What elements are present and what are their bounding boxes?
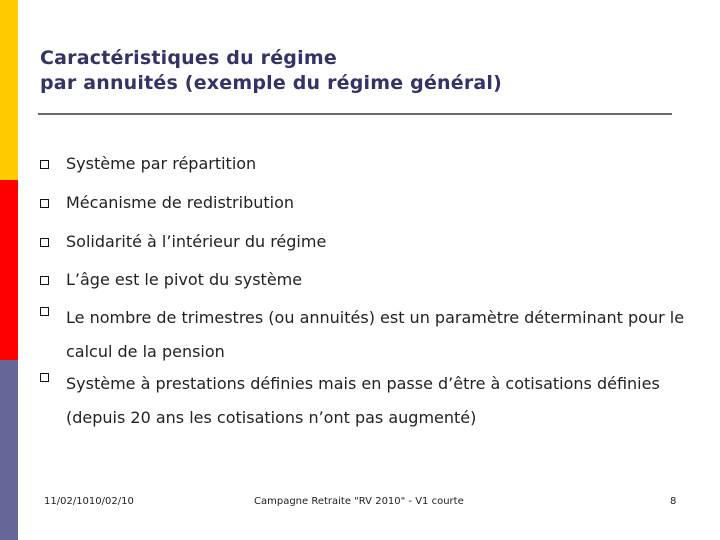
- bullet-text: L’âge est le pivot du système: [66, 270, 303, 289]
- slide-title-line-2: par annuités (exemple du régime général): [40, 72, 503, 94]
- bullet-item: [38, 367, 688, 435]
- footer-caption: Campagne Retraite "RV 2010" - V1 courte: [254, 496, 464, 507]
- slide-title-line-1: Caractéristiques du régime: [40, 47, 337, 69]
- bullet-text: Solidarité à l’intérieur du régime: [66, 232, 327, 251]
- accent-stripe-blue: [0, 360, 18, 540]
- square-bullet-icon: [40, 199, 49, 208]
- bullet-text: Le nombre de trimestres (ou annuités) est un paramètre déterminant pour le calcul de la pension: [66, 308, 685, 361]
- bullet-item: [38, 301, 688, 369]
- square-bullet-icon: [40, 373, 49, 382]
- bullet-text: Système par répartition: [66, 154, 257, 173]
- bullet-item: [38, 193, 688, 213]
- bullet-text: Mécanisme de redistribution: [66, 193, 295, 212]
- bullet-text: Système à prestations définies mais en passe d’être à cotisations définies (depuis 20 ans les cotisations n’ont pas augmenté): [66, 374, 660, 427]
- square-bullet-icon: [40, 160, 49, 169]
- title-divider: [38, 113, 672, 115]
- square-bullet-icon: [40, 238, 49, 247]
- slide-title: [40, 46, 680, 96]
- page-number: 8: [670, 496, 677, 507]
- bullet-item: [38, 232, 688, 252]
- bullet-list: [38, 150, 688, 435]
- square-bullet-icon: [40, 307, 49, 316]
- footer-date: 11/02/1010/02/10: [44, 496, 134, 507]
- bullet-item: [38, 270, 688, 290]
- accent-stripe-red: [0, 180, 18, 360]
- accent-stripe-yellow: [0, 0, 18, 180]
- square-bullet-icon: [40, 276, 49, 285]
- bullet-item: [38, 154, 688, 174]
